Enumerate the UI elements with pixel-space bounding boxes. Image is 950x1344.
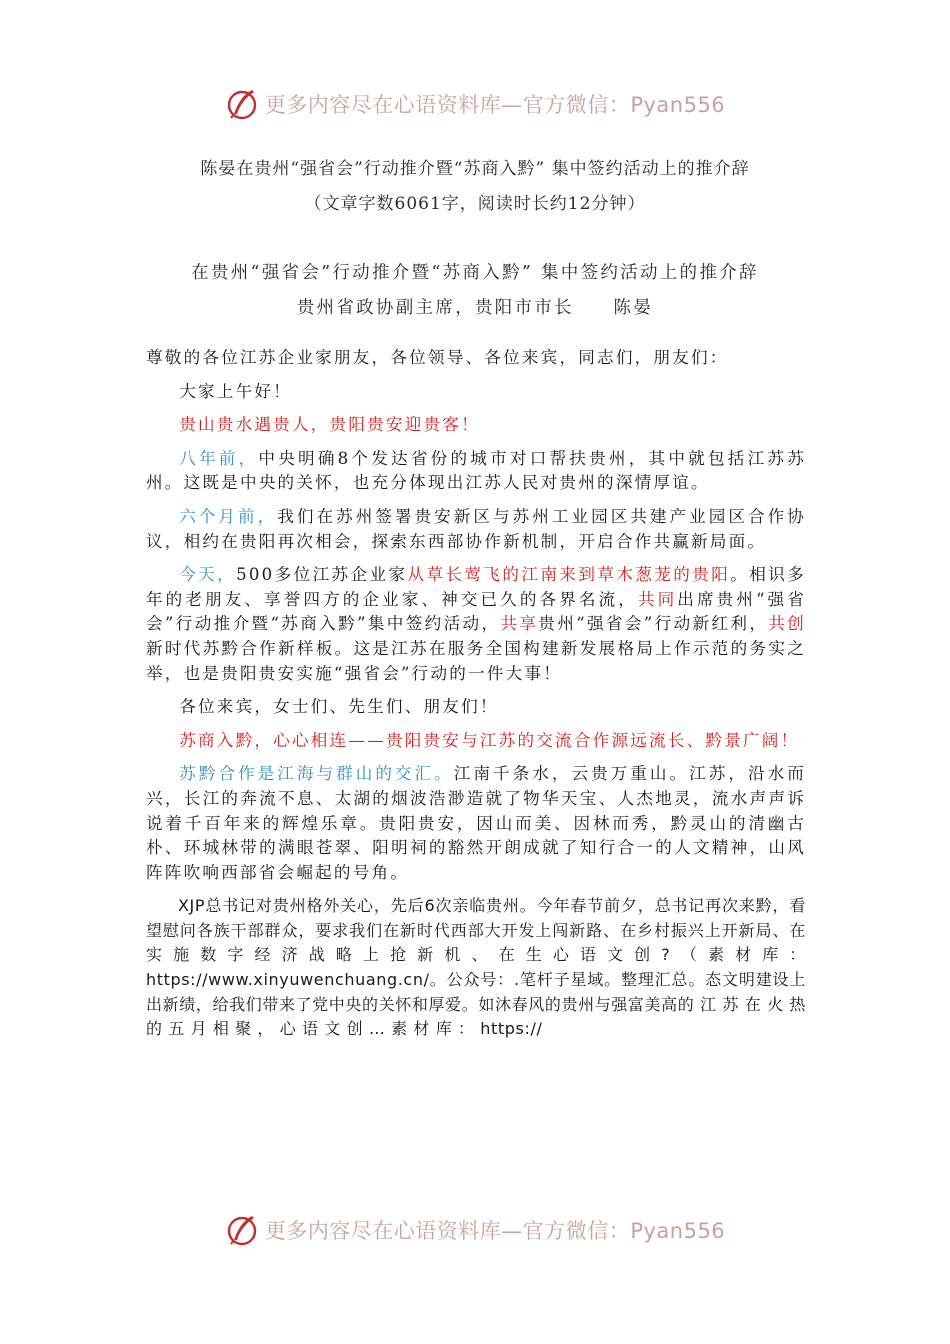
top-banner: [0, 84, 950, 124]
address-paragraph: 各位来宾，女士们、先生们、朋友们！: [179, 697, 499, 717]
slogan-paragraph-2: 苏商入黔，心心相连——贵阳贵安与江苏的交流合作源远流长、黔景广阔！: [179, 730, 800, 750]
paragraph-lead: 今天，: [179, 565, 237, 585]
quill-pen-logo-icon: [225, 1213, 259, 1247]
paragraph-lead: 苏黔合作是江海与群山的交汇。: [179, 764, 454, 784]
speech-body: [146, 346, 806, 1051]
word-count: （文章字数6061字，阅读时长约12分钟）: [304, 194, 646, 214]
paragraph-cooperation: 苏黔合作是江海与群山的交汇。江南千条水，云贵万重山。江苏，沿水而兴，长江的奔流不息、太湖的烟波浩渺造就了物华天宝、人杰地灵，流水声声诉说着千百年来的辉煌乐章。贵阳贵安，因山而美、因林而秀，黔灵山的清幽古朴、环城林带的满眼苍翠、阳明祠的豁然开朗成就了知行合一的人文精神，山风阵阵吹响西部省会崛起的号角。: [146, 764, 806, 882]
greeting: 大家上午好！: [179, 381, 292, 401]
slogan-paragraph: 贵山贵水遇贵人，贵阳贵安迎贵客！: [179, 415, 480, 435]
bottom-banner: [0, 1210, 950, 1250]
banner-text: 更多内容尽在心语资料库—官方微信：Pyan556: [264, 1219, 726, 1243]
banner-text: 更多内容尽在心语资料库—官方微信：Pyan556: [264, 93, 726, 117]
speech-title: 在贵州“强省会”行动推介暨“苏商入黔” 集中签约活动上的推介辞: [191, 263, 759, 283]
document-title: 陈晏在贵州“强省会”行动推介暨“苏商入黔” 集中签约活动上的推介辞: [200, 159, 750, 179]
paragraph-lead: 六个月前，: [179, 506, 278, 526]
quill-pen-logo-icon: [225, 87, 259, 121]
paragraph-eight-years: 八年前，中央明确8个发达省份的城市对口帮扶贵州，其中就包括江苏苏州。这既是中央的关怀，也充分体现出江苏人民对贵州的深情厚谊。: [146, 448, 806, 493]
paragraph-lead: 八年前，: [179, 448, 259, 468]
salutation: 尊敬的各位江苏企业家朋友，各位领导、各位来宾，同志们，朋友们：: [146, 348, 729, 367]
paragraph-six-months: 六个月前，我们在苏州签署贵安新区与苏州工业园区共建产业园区合作协议，相约在贵阳再次相会，探索东西部协作新机制，开启合作共赢新局面。: [146, 506, 807, 551]
paragraph-today: 今天，500多位江苏企业家从草长莺飞的江南来到草木葱茏的贵阳。相识多年的老朋友、享誉四方的企业家、神交已久的各界名流，共同出席贵州“强省会”行动推介暨“苏商入黔”集中签约活动，共享贵州“强省会”行动新红利，共创新时代苏黔合作新样板。这是江苏在服务全国构建新发展格局上作示范的务实之举，也是贵阳贵安实施“强省会”行动的一件大事！: [146, 565, 807, 683]
paragraph-general-secretary: XJP总书记对贵州格外关心，先后6次亲临贵州。今年春节前夕，总书记再次来黔，看望慰问各族干部群众，要求我们在新时代西部大开发上闯新路、在乡村振兴上开新局、在实施数字经济战略上抢新机、在生心语文创?（素材库：https://www.xinyuwenchuang.cn/。公众号：.笔杆子星域。整理汇总。态文明建设上出新绩，给我们带来了党中央的关怀和厚爱。如沐春风的贵州与强富美高的 江 苏 在 火 热 的 五 月 相 聚 ， 心 语 文 创 … 素 材 库 ： https://: [146, 896, 806, 1039]
speaker-line: 贵州省政协副主席，贵阳市市长 陈晏: [296, 298, 654, 318]
